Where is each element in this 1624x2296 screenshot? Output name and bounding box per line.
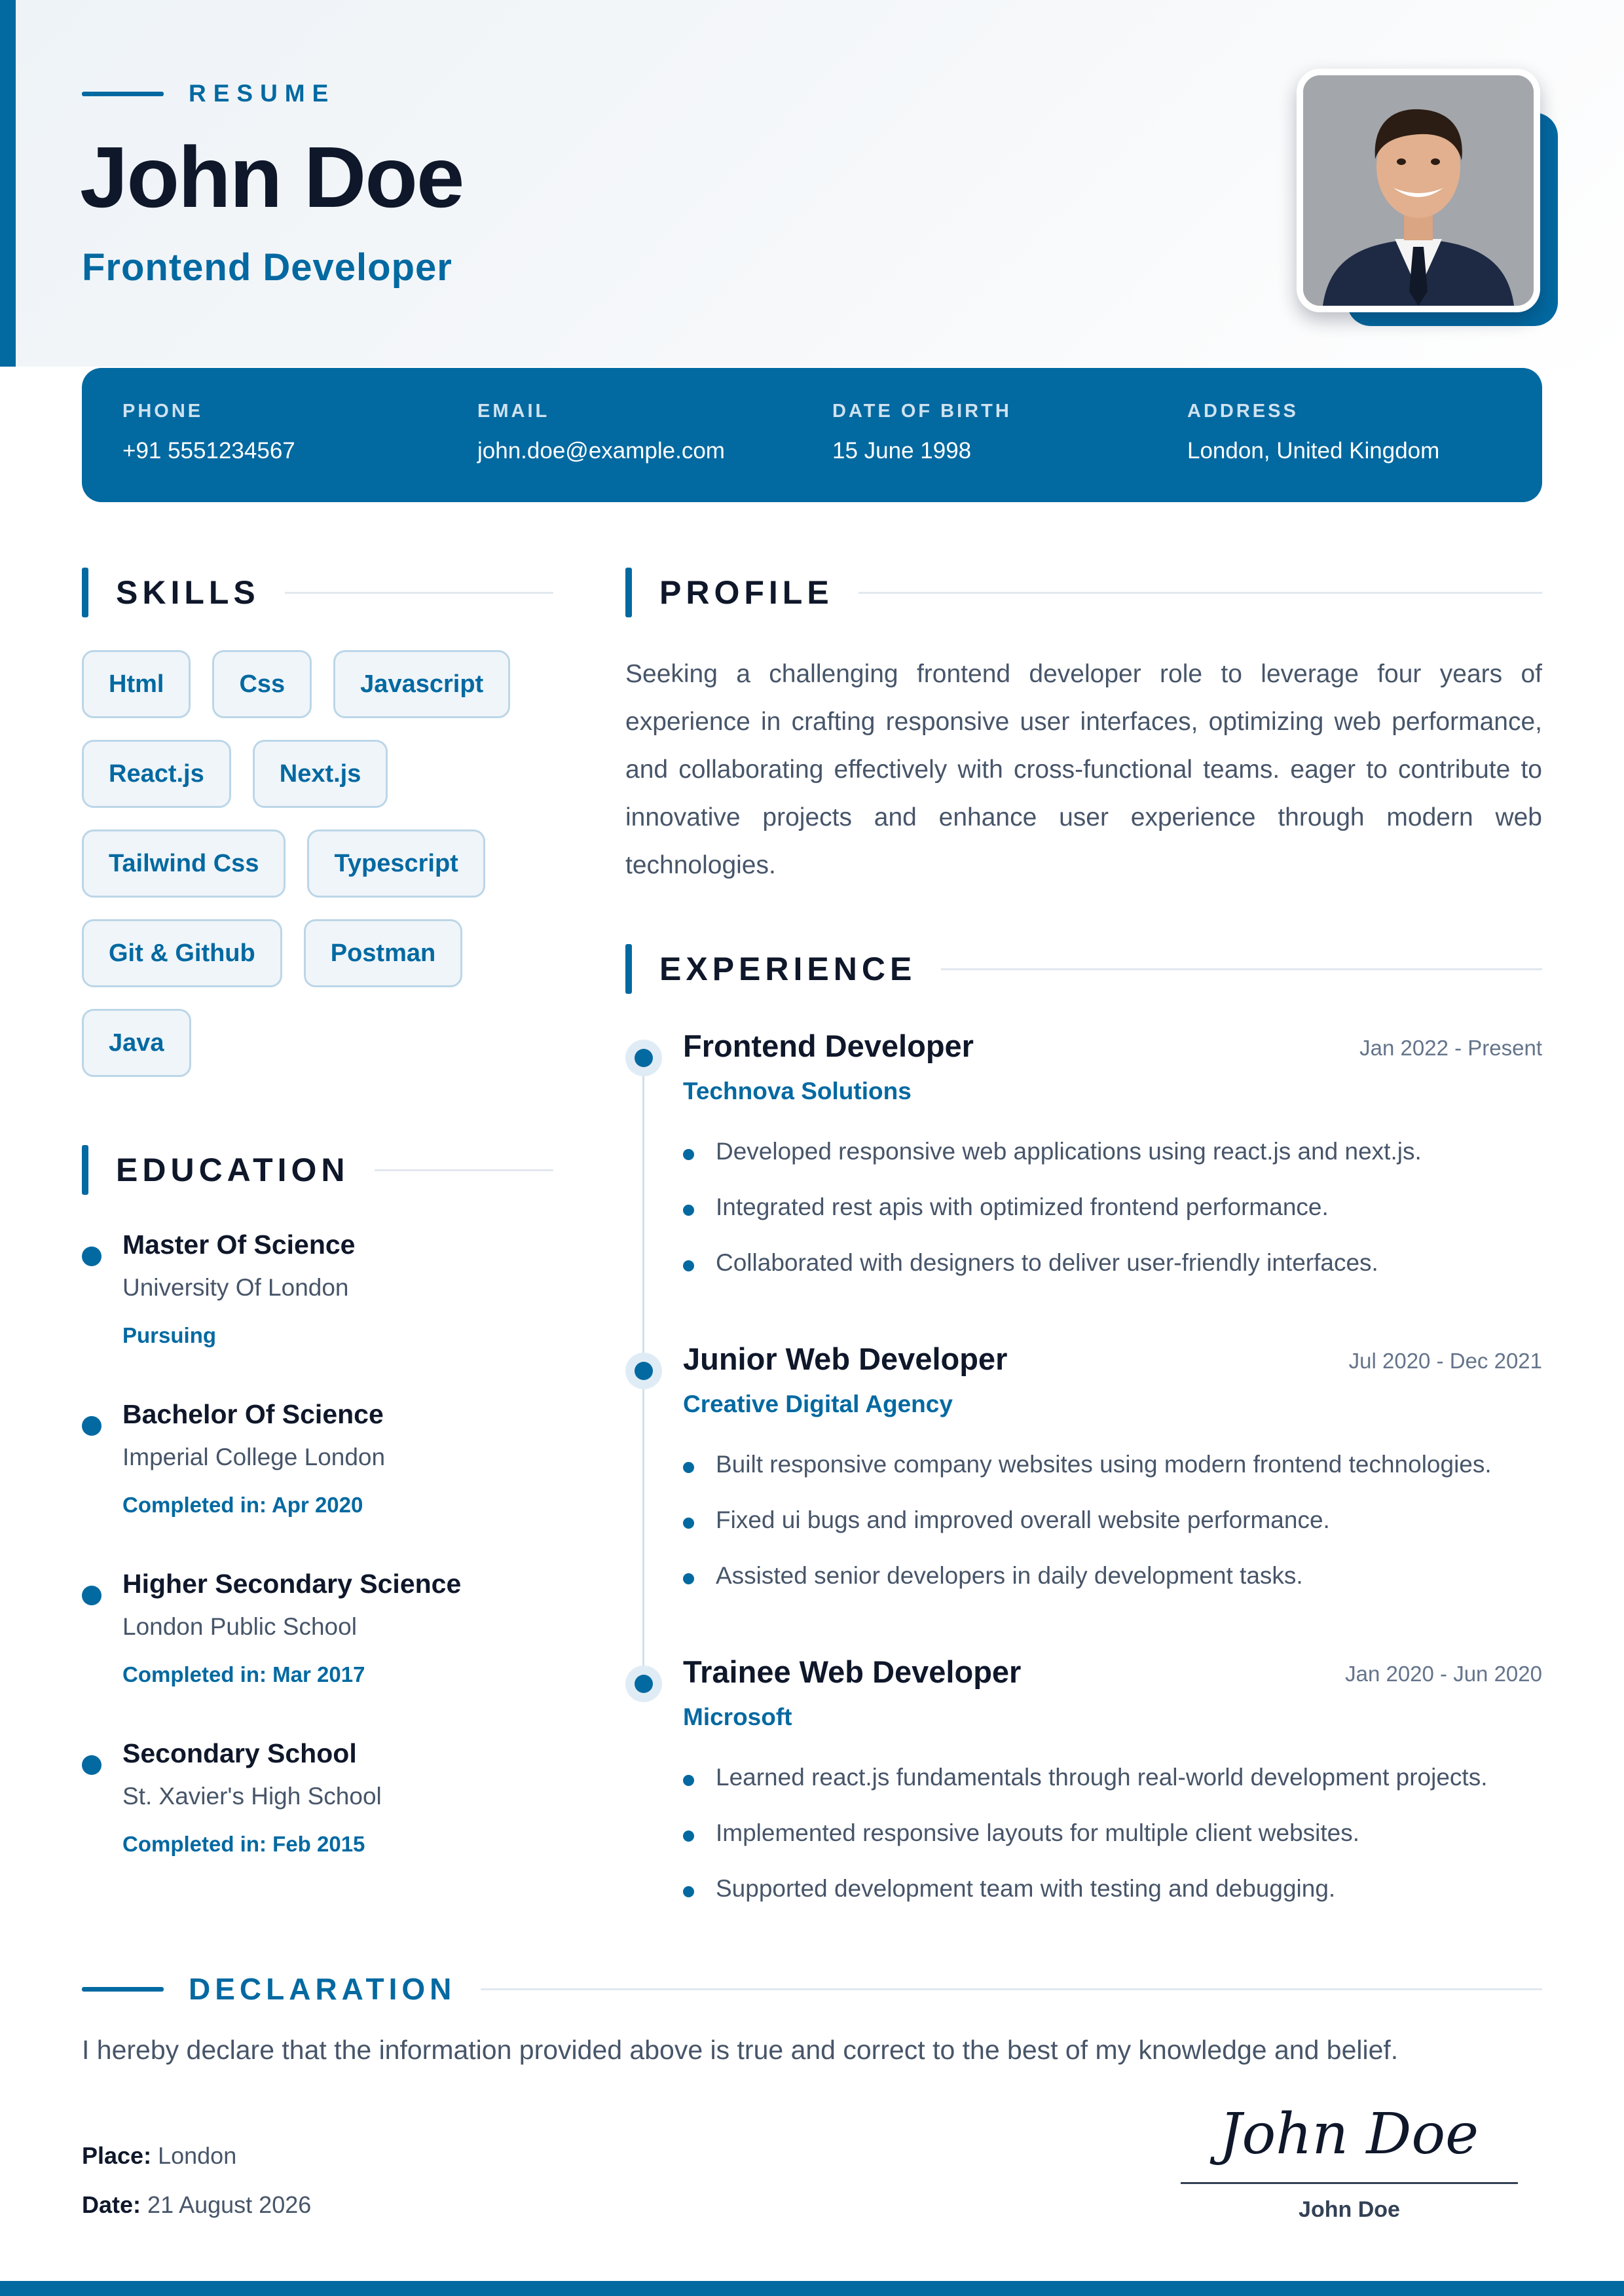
education-status: Completed in: Feb 2015 — [122, 1832, 365, 1856]
phone-value: +91 5551234567 — [122, 438, 295, 464]
contact-email — [477, 401, 725, 464]
job-title: Junior Web Developer — [683, 1341, 1008, 1376]
accent-bar — [0, 0, 16, 367]
place-label: Place: — [82, 2142, 152, 2169]
section-bar — [625, 568, 632, 617]
email-value: john.doe@example.com — [477, 438, 725, 464]
skill-chip: Css — [212, 650, 312, 718]
job-bullet: Collaborated with designers to deliver user-friendly interfaces. — [683, 1249, 1422, 1305]
school-name: St. Xavier's High School — [122, 1783, 382, 1810]
job-bullet: Built responsive company websites using modern frontend technologies. — [683, 1451, 1492, 1506]
section-rule — [481, 1988, 1542, 1990]
resume-eyebrow — [82, 80, 335, 107]
date-row — [82, 2191, 311, 2219]
signature: John Doe — [1219, 2102, 1479, 2167]
section-title: DECLARATION — [189, 1972, 456, 2006]
skill-chip: Postman — [304, 919, 462, 987]
contact-label: ADDRESS — [1187, 401, 1299, 422]
profile-summary: Seeking a challenging frontend developer role to leverage four years of experience in crafting responsive user interfaces, optimizing web performance, and collaborating effectively with cross-functional teams. eager to contribute to innovative projects and enhance user experience through modern web technologies. — [625, 660, 1542, 879]
degree-title: Secondary School — [122, 1738, 357, 1768]
section-title: EDUCATION — [116, 1152, 350, 1188]
skill-chip: Typescript — [307, 829, 485, 898]
skill-chip: Next.js — [253, 740, 388, 808]
school-name: University Of London — [122, 1274, 349, 1301]
job-bullets — [683, 1451, 1492, 1618]
school-name: Imperial College London — [122, 1444, 386, 1470]
declaration-text: I hereby declare that the information provided above is true and correct to the best of my knowledge and belief. — [82, 2035, 1399, 2065]
job-bullet: Supported development team with testing and debugging. — [683, 1875, 1488, 1931]
job-dates: Jul 2020 - Dec 2021 — [1348, 1349, 1542, 1373]
section-title: EXPERIENCE — [659, 951, 917, 987]
footer-bar — [0, 2281, 1624, 2296]
degree-title: Bachelor Of Science — [122, 1399, 384, 1429]
skill-chip: Html — [82, 650, 191, 718]
education-status: Completed in: Mar 2017 — [122, 1662, 365, 1686]
job-bullets — [683, 1138, 1422, 1305]
eyebrow-rule — [82, 92, 164, 96]
section-rule — [285, 592, 553, 594]
job-title: Frontend Developer — [683, 1029, 974, 1063]
declaration-heading — [82, 1971, 1542, 2007]
section-bar — [82, 568, 88, 617]
date-value: 21 August 2026 — [147, 2191, 312, 2218]
job-dates: Jan 2022 - Present — [1359, 1036, 1542, 1060]
degree-title: Higher Secondary Science — [122, 1569, 462, 1599]
skill-chip: React.js — [82, 740, 231, 808]
degree-title: Master Of Science — [122, 1230, 356, 1260]
job-bullet: Learned react.js fundamentals through real-world development projects. — [683, 1764, 1488, 1819]
contact-band — [82, 368, 1542, 502]
section-rule — [858, 592, 1542, 594]
eyebrow-label: RESUME — [189, 80, 336, 107]
place-value: London — [158, 2142, 237, 2169]
date-label: Date: — [82, 2191, 141, 2218]
section-bar — [625, 944, 632, 994]
skill-chip: Tailwind Css — [82, 829, 286, 898]
job-dates: Jan 2020 - Jun 2020 — [1345, 1662, 1542, 1686]
address-value: London, United Kingdom — [1187, 438, 1440, 464]
job-bullet: Fixed ui bugs and improved overall website performance. — [683, 1506, 1492, 1562]
timeline-dot — [82, 1416, 101, 1436]
timeline-node — [625, 1040, 662, 1076]
company-name: Technova Solutions — [683, 1078, 912, 1104]
job-title: Trainee Web Developer — [683, 1654, 1022, 1689]
contact-label: PHONE — [122, 401, 204, 422]
school-name: London Public School — [122, 1613, 357, 1640]
experience-heading — [625, 944, 1542, 994]
contact-phone — [122, 401, 295, 464]
timeline-node — [625, 1666, 662, 1702]
candidate-name: John Doe — [80, 129, 464, 225]
profile-heading — [625, 568, 1542, 617]
skill-chip: Java — [82, 1009, 191, 1077]
section-rule — [375, 1169, 553, 1171]
profile-photo — [1297, 69, 1540, 312]
dob-value: 15 June 1998 — [832, 438, 972, 464]
company-name: Microsoft — [683, 1704, 792, 1730]
contact-label: EMAIL — [477, 401, 550, 422]
timeline-dot — [82, 1755, 101, 1775]
timeline-dot — [82, 1247, 101, 1266]
signer-name: John Doe — [1299, 2197, 1400, 2222]
contact-label: DATE OF BIRTH — [832, 401, 1012, 422]
signature-line — [1181, 2182, 1518, 2184]
education-heading — [82, 1145, 553, 1195]
section-rule — [941, 968, 1542, 970]
education-status: Completed in: Apr 2020 — [122, 1493, 363, 1517]
skills-list — [82, 650, 553, 1099]
section-bar — [82, 1145, 88, 1195]
place-row — [82, 2142, 236, 2170]
candidate-role: Frontend Developer — [82, 246, 452, 289]
contact-address — [1187, 401, 1439, 464]
education-status: Pursuing — [122, 1323, 217, 1347]
job-bullets — [683, 1764, 1488, 1931]
contact-dob — [832, 401, 1012, 464]
portrait-illustration — [1303, 75, 1534, 306]
timeline-dot — [82, 1586, 101, 1605]
declaration-rule-accent — [82, 1987, 164, 1992]
skills-heading — [82, 568, 553, 617]
skill-chip: Javascript — [333, 650, 510, 718]
job-bullet: Assisted senior developers in daily development tasks. — [683, 1562, 1492, 1618]
job-bullet: Developed responsive web applications using react.js and next.js. — [683, 1138, 1422, 1194]
job-bullet: Implemented responsive layouts for multiple client websites. — [683, 1819, 1488, 1875]
skill-chip: Git & Github — [82, 919, 282, 987]
section-title: SKILLS — [116, 574, 260, 611]
section-title: PROFILE — [659, 574, 834, 611]
job-bullet: Integrated rest apis with optimized frontend performance. — [683, 1194, 1422, 1249]
timeline-node — [625, 1353, 662, 1389]
company-name: Creative Digital Agency — [683, 1391, 953, 1417]
